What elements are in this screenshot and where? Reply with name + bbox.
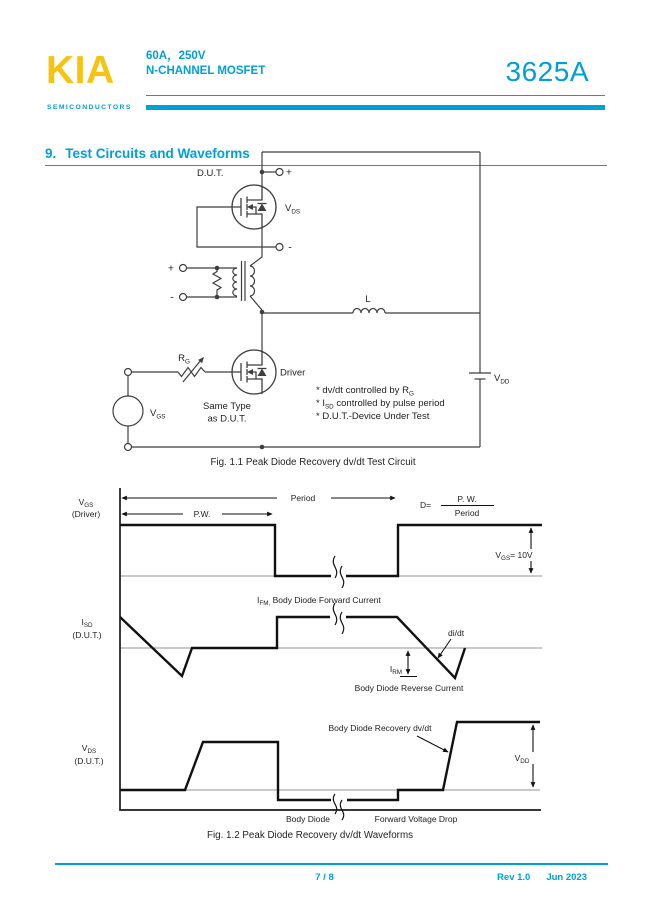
same-type-label-1: Same Type — [203, 401, 251, 412]
shunt-resistor — [213, 268, 221, 297]
vdd-label: $V_{DD}$ — [494, 373, 510, 386]
vds-axis-label: $V_{DS}$ — [81, 743, 97, 756]
inductor-coil — [353, 309, 385, 314]
note-dvdt: * dv/dt controlled by $R_G$ — [316, 385, 414, 398]
device-rating: 60A，250V — [146, 50, 206, 62]
vgs-label: $V_{GS}$ — [150, 408, 166, 421]
isd-axis-label: $I_{SD}$ — [81, 617, 93, 630]
fwd-voltage-drop-label: Forward Voltage Drop — [374, 814, 458, 824]
dut-label: D.U.T. — [197, 168, 224, 179]
fig-1-1-circuit — [0, 140, 649, 475]
period-label: Period — [290, 493, 316, 503]
device-type: N-CHANNEL MOSFET — [146, 65, 266, 77]
header-rule-thin — [146, 95, 605, 96]
duty-lhs-label: D= — [420, 500, 432, 510]
recovery-dvdt-label: Body Diode Recovery dv/dt — [328, 723, 432, 733]
footer-rule — [55, 863, 608, 865]
inductor-label: L — [365, 294, 371, 305]
transformer-core — [242, 261, 246, 301]
section-title: Test Circuits and Waveforms — [65, 146, 250, 161]
vds-axis-label-2: (D.U.T.) — [74, 756, 104, 766]
note-dut: * D.U.T.-Device Under Test — [316, 411, 430, 422]
header-rule-thick — [146, 105, 605, 110]
note-isd: * $I_{SD}$ controlled by pulse period — [316, 398, 445, 411]
break-symbols — [330, 554, 347, 820]
vds-label: $V_{DS}$ — [285, 203, 301, 216]
revision-info — [497, 872, 587, 883]
body-diode-label: Body Diode — [286, 814, 330, 824]
vdd-arrow-label: $V_{DD}$ — [514, 753, 530, 766]
section-number: 9. — [45, 146, 57, 161]
revision-date: Jun 2023 — [546, 872, 587, 883]
circuit-notes — [316, 385, 445, 422]
fig-1-2-caption: Fig. 1.2 Peak Diode Recovery dv/dt Waveforms — [207, 830, 413, 841]
xfmr-minus-label: - — [170, 291, 174, 304]
page-number: 7 / 8 — [315, 872, 334, 883]
device-spec-block — [146, 49, 265, 79]
dut-mosfet-symbol — [232, 185, 276, 229]
fig-1-1-caption: Fig. 1.1 Peak Diode Recovery dv/dt Test Circuit — [210, 457, 416, 468]
vgs-10v-label: $V_{GS}= 10V$ — [495, 550, 533, 563]
revision-label: Rev 1.0 — [497, 872, 531, 883]
vgs-source-circle — [113, 396, 143, 426]
dimension-arrows — [122, 498, 533, 787]
rg-label: $R_G$ — [178, 353, 190, 366]
waveform-axes — [120, 488, 541, 810]
vgs-axis-label-2: (Driver) — [71, 509, 101, 519]
xfmr-plus-label: + — [167, 262, 175, 275]
ifm-label: $I_{FM,}$ Body Diode Forward Current — [257, 595, 381, 608]
driver-mosfet-symbol — [232, 350, 276, 394]
part-number: 3625A — [505, 56, 589, 87]
minus-terminal-label: - — [288, 241, 292, 254]
terminal-circles — [113, 169, 283, 451]
duty-denominator: Period — [454, 508, 480, 518]
transformer-primary-coil — [233, 268, 237, 296]
irm-label: $I_{RM}$ — [389, 664, 402, 677]
transformer-secondary-coil — [250, 266, 255, 296]
vds-trace — [120, 722, 540, 800]
isd-axis-label-2: (D.U.T.) — [72, 630, 102, 640]
reverse-current-label: Body Diode Reverse Current — [354, 683, 464, 693]
kia-logo-subtext: SEMICONDUCTORS — [47, 104, 132, 111]
driver-label: Driver — [280, 367, 306, 379]
same-type-label-2: as D.U.T. — [207, 413, 247, 425]
didt-label: di/dt — [448, 628, 465, 638]
pw-label: P.W. — [193, 509, 211, 519]
plus-terminal-label: + — [285, 166, 293, 179]
fig-1-2-waveforms — [0, 478, 649, 850]
vgs-axis-label: $V_{GS}$ — [78, 497, 94, 510]
duty-numerator: P. W. — [457, 494, 477, 504]
kia-logo: KIA — [46, 49, 115, 92]
